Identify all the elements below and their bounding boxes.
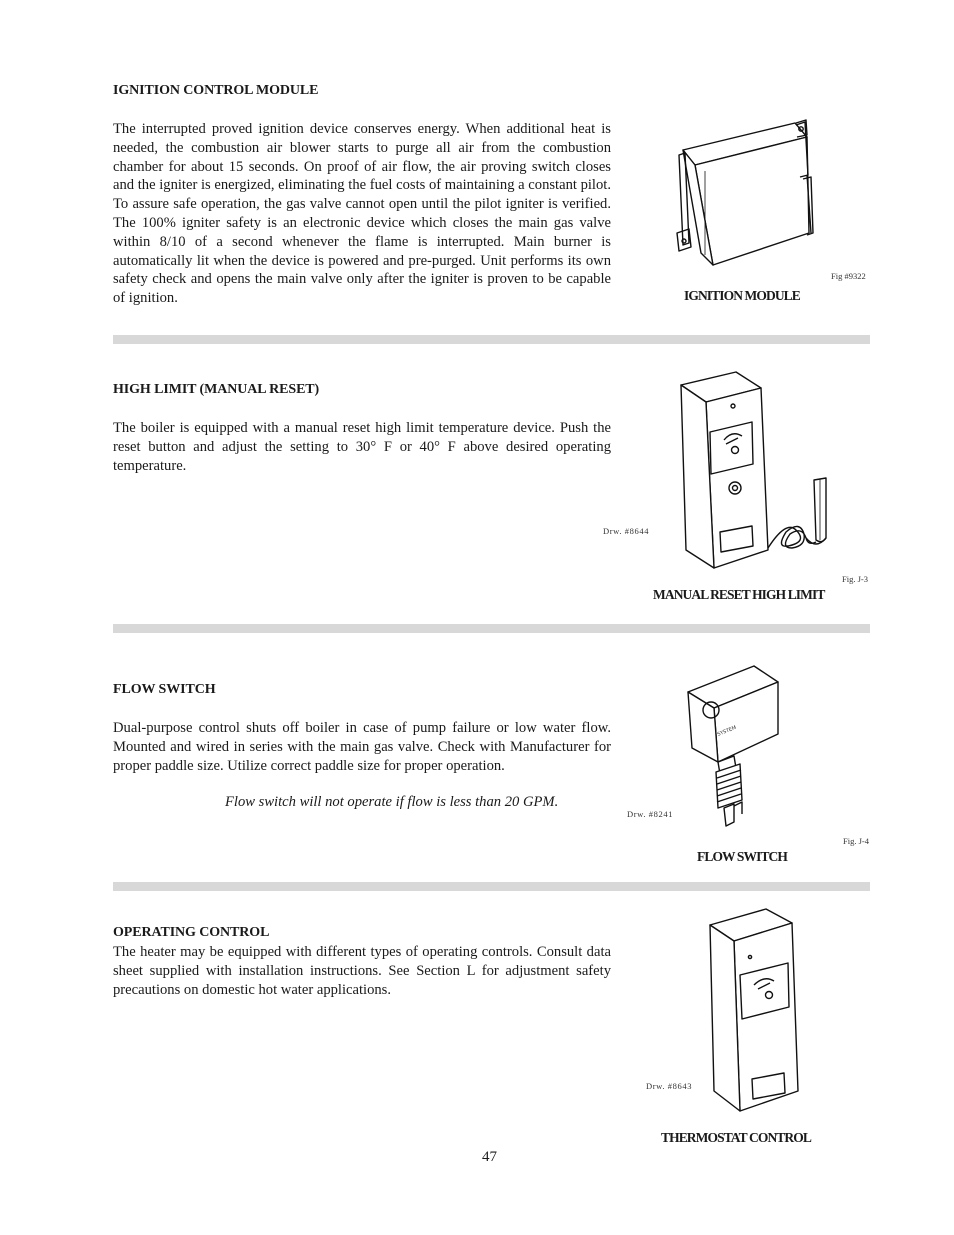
section-heading-flow-switch: FLOW SWITCH [113,682,216,697]
section-heading-high-limit: HIGH LIMIT (MANUAL RESET) [113,382,320,397]
flow-switch-note: Flow switch will not operate if flow is less than 20 GPM. [225,794,559,810]
flow-switch-device-text: SYSTEM [716,724,738,738]
section-body-high-limit: The boiler is equipped with a manual reset high limit temperature device. Push the reset button and adjust the setting to 30° F or 40° F above desired operating temperature. [113,420,611,474]
ignition-module-illustration [675,115,835,270]
section-body-ignition: The interrupted proved ignition device conserves energy. When additional heat is needed, the combustion air blower starts to purge all air from the combustion chamber for about 15 seconds. On proof of air flow, the air proving switch closes and the igniter is energized, eliminating the fuel costs of maintaining a constant pilot. To assure safe operation, the gas valve cannot open until the pilot igniter is verified. The 100% igniter safety is an electronic device which closes the main gas valve within 8/10 of a second whenever the flame is interrupted. Main burner is automatically lit when the device is powered and pre-purged. Unit performs its own safety check and opens the main valve only after the igniter is proven to be capable of ignition. [113,121,611,307]
manual-reset-high-limit-illustration [676,370,836,570]
caption-manual-reset-high-limit: MANUAL RESET HIGH LIMIT [653,587,825,602]
thermostat-control-illustration [706,905,806,1115]
section-body-operating-control: The heater may be equipped with different types of operating controls. Consult data sheet supplied with installation instructions. See Section L for adjustment safety precautions on domestic hot water applications. [113,944,611,998]
flow-switch-illustration [684,662,794,832]
fig-label-ignition: Fig #9322 [831,271,866,281]
section-divider [113,624,870,633]
section-divider [113,335,870,344]
caption-flow-switch: FLOW SWITCH [697,849,787,864]
section-heading-operating-control: OPERATING CONTROL [113,925,270,940]
fig-label-high-limit: Fig. J-3 [842,574,868,584]
caption-ignition-module: IGNITION MODULE [684,288,800,303]
section-body-flow-switch: Dual-purpose control shuts off boiler in case of pump failure or low water flow. Mounted and wired in series with the main gas valve. Check with Manufacturer for proper paddle size. Utilize correct paddle size for proper operation. [113,720,611,774]
drawing-label-flow-switch: Drw. #8241 [627,809,674,819]
section-divider [113,882,870,891]
fig-label-flow-switch: Fig. J-4 [843,836,869,846]
drawing-label-high-limit: Drw. #8644 [603,526,650,536]
section-heading-ignition: IGNITION CONTROL MODULE [113,83,319,98]
drawing-label-thermostat: Drw. #8643 [646,1081,693,1091]
page-number: 47 [482,1149,497,1165]
caption-thermostat-control: THERMOSTAT CONTROL [661,1130,811,1145]
